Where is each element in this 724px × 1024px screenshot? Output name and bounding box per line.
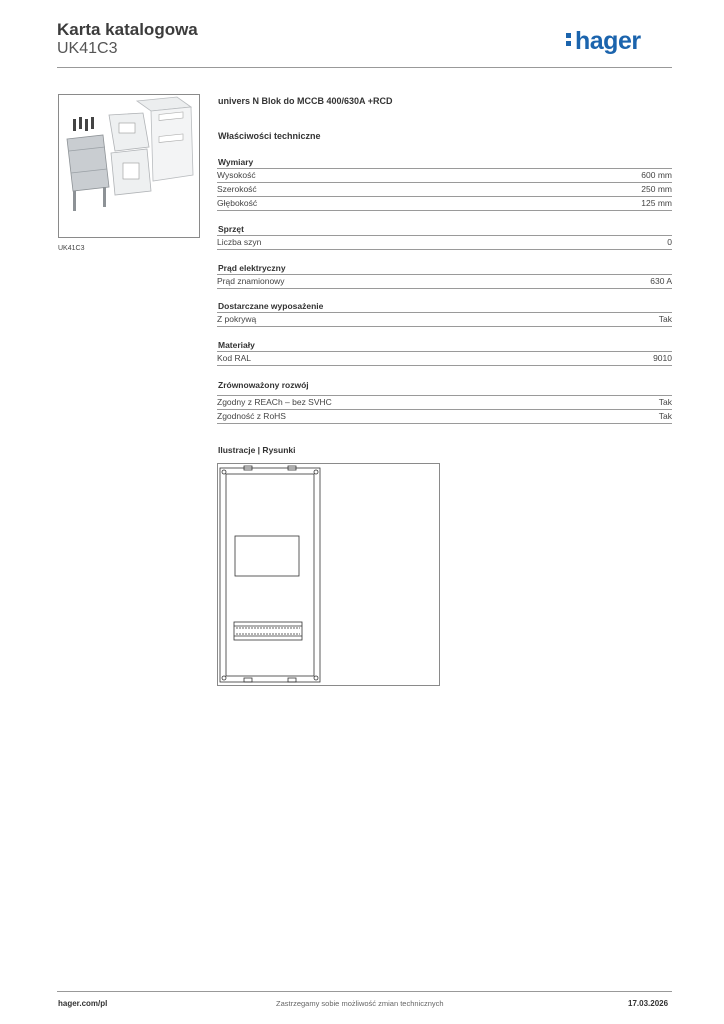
photo-caption: UK41C3 — [58, 245, 85, 252]
footer-website-link[interactable]: hager.com/pl — [58, 999, 108, 1008]
spec-label: Zgodny z REACh – bez SVHC — [217, 397, 332, 407]
spec-row-rated-current — [217, 274, 672, 288]
product-photo-icon — [59, 95, 199, 237]
header-divider — [57, 67, 672, 68]
spec-value: 600 mm — [641, 170, 672, 180]
spec-value: Tak — [658, 411, 672, 421]
spec-label: Prąd znamionowy — [217, 276, 285, 286]
logo-dots-icon — [566, 33, 572, 49]
spec-label: Z pokrywą — [217, 314, 257, 324]
section-title-equipment: Sprzęt — [218, 224, 244, 234]
hager-logo — [566, 27, 641, 56]
product-description: univers N Blok do MCCB 400/630A +RCD — [218, 96, 393, 106]
logo-text: hager — [575, 27, 641, 55]
spec-label: Zgodność z RoHS — [217, 411, 286, 421]
spec-row-rail-count — [217, 235, 672, 249]
footer-date: 17.03.2026 — [628, 999, 669, 1008]
section-end-rule — [217, 210, 672, 211]
spec-label: Kod RAL — [217, 353, 252, 363]
spec-label: Szerokość — [217, 184, 257, 194]
spec-value: 0 — [667, 237, 672, 247]
spec-value: 250 mm — [641, 184, 672, 194]
spec-row-reach — [217, 395, 672, 409]
spec-value: Tak — [658, 397, 672, 407]
spec-row-rohs — [217, 409, 672, 423]
footer-disclaimer: Zastrzegamy sobie możliwość zmian technicznych — [276, 999, 444, 1008]
section-end-rule — [217, 326, 672, 327]
section-title-dimensions: Wymiary — [218, 157, 254, 167]
section-title-electric-current: Prąd elektryczny — [218, 263, 286, 273]
spec-label: Głębokość — [217, 198, 258, 208]
document-title: Karta katalogowa — [57, 20, 198, 39]
spec-row-depth — [217, 196, 672, 210]
spec-row-ral-code — [217, 351, 672, 365]
spec-value: 9010 — [653, 353, 672, 363]
illustrations-heading: Ilustracje | Rysunki — [218, 445, 296, 455]
spec-row-width — [217, 182, 672, 196]
technical-properties-heading: Właściwości techniczne — [218, 131, 321, 141]
spec-row-height — [217, 168, 672, 182]
section-title-materials: Materiały — [218, 340, 255, 350]
spec-value: Tak — [658, 314, 672, 324]
footer-divider — [57, 991, 672, 992]
spec-row-with-cover — [217, 312, 672, 326]
section-title-supplied-equipment: Dostarczane wyposażenie — [218, 301, 324, 311]
technical-drawing — [217, 463, 440, 686]
section-end-rule — [217, 249, 672, 250]
product-photo — [58, 94, 200, 238]
section-end-rule — [217, 288, 672, 289]
enclosure-drawing-icon — [218, 464, 439, 685]
section-title-sustainability: Zrównoważony rozwój — [218, 380, 309, 390]
section-end-rule — [217, 423, 672, 424]
spec-label: Wysokość — [217, 170, 256, 180]
spec-label: Liczba szyn — [217, 237, 262, 247]
product-code: UK41C3 — [57, 40, 118, 57]
spec-value: 125 mm — [641, 198, 672, 208]
section-end-rule — [217, 365, 672, 366]
spec-value: 630 A — [650, 276, 672, 286]
